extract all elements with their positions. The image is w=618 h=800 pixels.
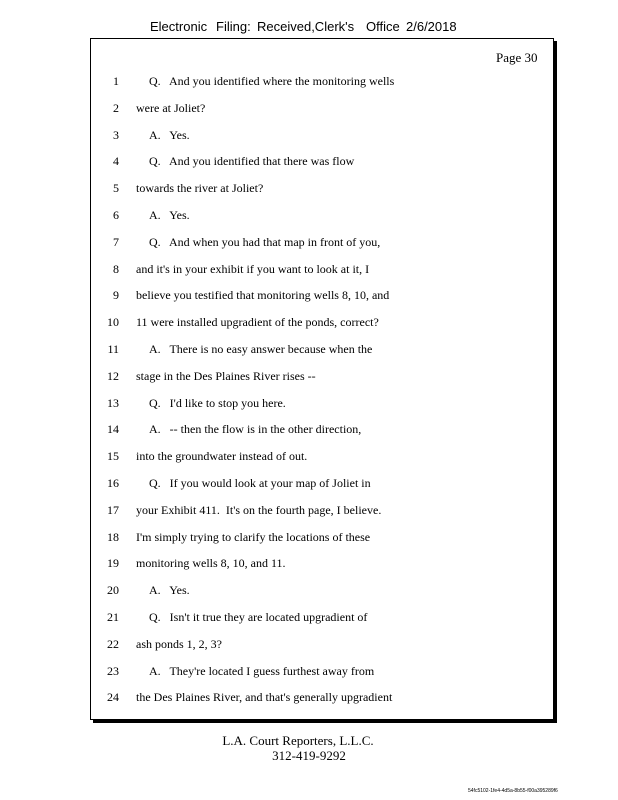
line-text: were at Joliet?: [136, 100, 206, 115]
line-text: towards the river at Joliet?: [136, 181, 264, 196]
line-number: 12: [107, 368, 119, 383]
transcript-line: [0, 530, 618, 550]
transcript-line: [0, 556, 618, 576]
line-text: A. Yes.: [149, 583, 190, 598]
line-text: ash ponds 1, 2, 3?: [136, 636, 222, 651]
line-text: Q. And when you had that map in front of you,: [149, 234, 381, 249]
line-number: 16: [107, 476, 119, 490]
transcript-line: [0, 154, 618, 174]
header-word-filing: Filing:: [216, 19, 251, 34]
line-text: monitoring wells 8, 10, and 11.: [136, 556, 286, 571]
line-text: Q. If you would look at your map of Joliet in: [149, 476, 371, 490]
line-text: Q. And you identified that there was flow: [149, 154, 355, 169]
transcript-line: [0, 128, 618, 148]
line-number: 4: [113, 154, 119, 169]
transcript-line: [0, 208, 618, 228]
transcript-line: [0, 503, 618, 523]
line-number: 11: [107, 342, 119, 356]
line-text: 11 were installed upgradient of the ponds, correct?: [136, 315, 379, 330]
transcript-line: [0, 476, 618, 496]
line-text: A. Yes.: [149, 127, 190, 142]
line-number: 8: [113, 261, 119, 276]
header-word-electronic: Electronic: [150, 19, 208, 34]
transcript-line: [0, 610, 618, 630]
header-word-received: Received,Clerk's: [257, 19, 355, 34]
line-number: 5: [113, 181, 119, 196]
line-number: 18: [107, 529, 119, 544]
line-text: believe you testified that monitoring wells 8, 10, and: [136, 288, 390, 303]
transcript-line: [0, 181, 618, 201]
transcript-line: [0, 74, 618, 94]
document-id: 54fc5102-1fe4-4d5a-8b55-f00a395289f6: [468, 788, 558, 794]
line-number: 10: [107, 315, 119, 330]
line-number: 2: [113, 100, 119, 115]
line-text: and it's in your exhibit if you want to look at it, I: [136, 261, 370, 276]
line-number: 7: [113, 234, 119, 249]
transcript-line: [0, 690, 618, 710]
header-word-office: Office: [366, 19, 400, 34]
transcript-line: [0, 422, 618, 442]
transcript-line: [0, 449, 618, 469]
transcript-line: [0, 396, 618, 416]
line-text: your Exhibit 411. It's on the fourth page, I believe.: [136, 502, 382, 517]
header-word-date: 2/6/2018: [406, 19, 457, 34]
transcript-line: [0, 664, 618, 684]
transcript-line: [0, 315, 618, 335]
reporter-company: L.A. Court Reporters, L.L.C.: [222, 733, 374, 748]
line-number: 20: [107, 583, 119, 598]
transcript-line: [0, 369, 618, 389]
line-text: stage in the Des Plaines River rises --: [136, 368, 316, 383]
footer: [0, 733, 618, 763]
transcript-line: [0, 235, 618, 255]
transcript-line: [0, 583, 618, 603]
page-number: Page 30: [496, 50, 538, 65]
line-number: 17: [107, 502, 119, 517]
line-number: 15: [107, 449, 119, 464]
transcript-line: [0, 262, 618, 282]
line-text: A. Yes.: [149, 208, 190, 222]
line-number: 14: [107, 422, 119, 437]
line-text: Q. Isn't it true they are located upgradient of: [149, 610, 368, 624]
line-number: 13: [107, 395, 119, 410]
line-text: I'm simply trying to clarify the locations of these: [136, 529, 371, 544]
line-number: 22: [107, 636, 119, 651]
transcript-line: [0, 288, 618, 308]
line-text: Q. And you identified where the monitoring wells: [149, 74, 395, 88]
transcript-line: [0, 101, 618, 121]
line-text: A. There is no easy answer because when the: [149, 342, 373, 356]
line-number: 24: [107, 690, 119, 705]
line-number: 19: [107, 556, 119, 571]
filing-header: [150, 19, 550, 37]
line-text: into the groundwater instead of out.: [136, 449, 308, 464]
line-text: Q. I'd like to stop you here.: [149, 395, 286, 410]
line-number: 21: [107, 610, 119, 624]
reporter-phone: 312-419-9292: [272, 748, 346, 763]
transcript-line: [0, 342, 618, 362]
line-number: 1: [113, 74, 119, 88]
line-number: 9: [113, 288, 119, 303]
transcript-line: [0, 637, 618, 657]
line-number: 6: [113, 208, 119, 222]
line-number: 23: [107, 663, 119, 678]
line-text: A. -- then the flow is in the other direction,: [149, 422, 362, 437]
line-text: the Des Plaines River, and that's generally upgradient: [136, 690, 393, 705]
line-text: A. They're located I guess furthest away from: [149, 663, 375, 678]
line-number: 3: [113, 127, 119, 142]
